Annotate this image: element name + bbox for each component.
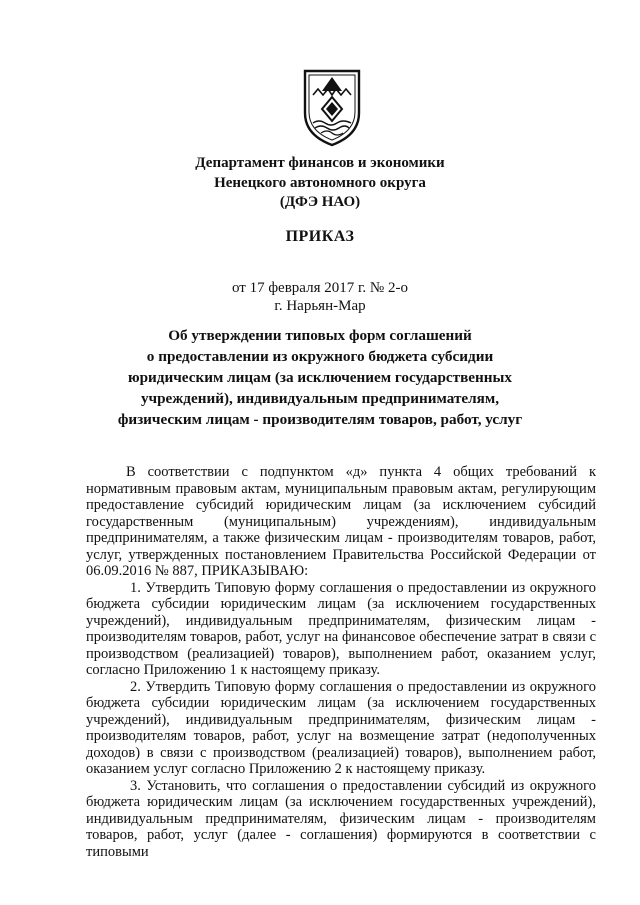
- coat-of-arms-emblem: [299, 67, 365, 147]
- subject-line: юридическим лицам (за исключением государственных: [127, 369, 512, 386]
- subject-line: физическим лицам - производителям товаров, работ, услуг: [117, 411, 523, 428]
- intro-paragraph: В соответствии с подпунктом «д» пункта 4 общих требований к нормативным правовым актам, муниципальным правовым актам, регулирующим предоставление субсидий юридическим лицам (за исключением субсидий государственным (муниципальным) учреждениям), индивидуальным предпринимателям, а также физическим лицам - производителям товаров, работ, услуг, утвержденных постановлением Правительства Российской Федерации от 06.09.2016 № 887, ПРИКАЗЫВАЮ:: [86, 464, 596, 579]
- org-name-line: Департамент финансов и экономики: [195, 155, 445, 171]
- document-body: [86, 464, 596, 860]
- org-abbreviation: (ДФЭ НАО): [279, 194, 361, 210]
- date-block: [0, 279, 640, 315]
- org-region-line: Ненецкого автономного округа: [214, 174, 426, 191]
- item-1-paragraph: 1. Утвердить Типовую форму соглашения о предоставлении из окружного бюджета субсидии юридическим лицам (за исключением государственных учреждений), индивидуальным предпринимателям, физическим лицам - производителям товаров, работ, услуг на финансовое обеспечение затрат в связи с производством (реализацией) товаров), выполнением работ, оказанием услуг, согласно Приложению 1 к настоящему приказу.: [86, 579, 596, 678]
- item-2-paragraph: 2. Утвердить Типовую форму соглашения о предоставлении из окружного бюджета субсидии юридическим лицам (за исключением государственных учреждений), индивидуальным предпринимателям, физическим лицам - производителям товаров, работ, услуг на возмещение затрат (недополученных доходов) в связи с производством (реализацией) товаров), выполнением работ, оказанием услуг согласно Приложению 2 к настоящему приказу.: [86, 678, 596, 777]
- document-date: от 17 февраля 2017 г. № 2-о: [231, 280, 408, 296]
- document-subject: [0, 325, 640, 430]
- subject-line: учреждений), индивидуальным предпринимателям,: [140, 390, 500, 407]
- document-type: ПРИКАЗ: [285, 228, 355, 245]
- item-3-paragraph: 3. Установить, что соглашения о предоставлении субсидий из окружного бюджета юридическим лицам (за исключением государственных учреждений), индивидуальным предпринимателям, физическим лицам - производителям товаров, работ, услуг (далее - соглашения) формируются в соответствии с типовыми: [86, 777, 596, 860]
- organization-name: [0, 154, 640, 213]
- subject-line: Об утверждении типовых форм соглашений: [168, 327, 472, 344]
- document-place: г. Нарьян-Мар: [274, 298, 366, 314]
- subject-line: о предоставлении из окружного бюджета субсидии: [146, 348, 494, 365]
